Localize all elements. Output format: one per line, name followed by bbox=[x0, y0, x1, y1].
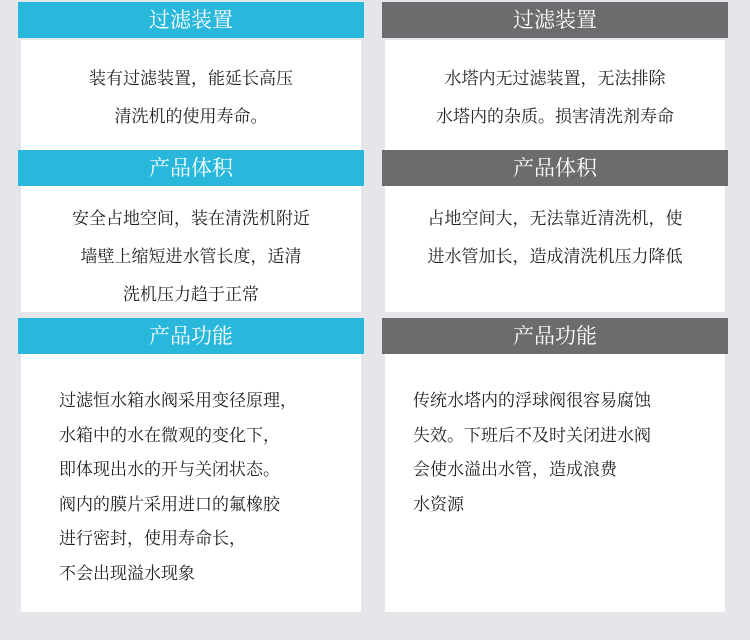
filter-header-right bbox=[382, 2, 728, 38]
section-title: 产品功能 bbox=[18, 318, 364, 354]
section-title: 产品体积 bbox=[18, 150, 364, 186]
volume-header-right bbox=[382, 150, 728, 186]
text-line: 不会出现溢水现象 bbox=[59, 563, 195, 584]
volume-body-left bbox=[21, 186, 361, 312]
text-line: 即体现出水的开与关闭状态。 bbox=[59, 460, 280, 480]
text-line: 水塔内的杂质。损害清洗剂寿命 bbox=[436, 107, 674, 127]
section-title: 产品功能 bbox=[382, 318, 728, 354]
text-line: 安全占地空间，装在清洗机附近 bbox=[72, 209, 310, 229]
text-line: 占地空间大，无法靠近清洗机，使 bbox=[427, 209, 683, 229]
function-body-left bbox=[21, 354, 361, 612]
section-title: 过滤装置 bbox=[382, 2, 728, 38]
text-line: 进水管加长，造成清洗机压力降低 bbox=[427, 247, 683, 267]
text-line: 传统水塔内的浮球阀很容易腐蚀 bbox=[413, 391, 651, 411]
text-line: 过滤恒水箱水阀采用变径原理， bbox=[59, 391, 297, 411]
section-title: 产品体积 bbox=[382, 150, 728, 186]
text-line: 水箱中的水在微观的变化下， bbox=[59, 425, 280, 446]
filter-body-left bbox=[21, 40, 361, 152]
text-line: 水资源 bbox=[413, 494, 464, 515]
filter-header-left bbox=[18, 2, 364, 38]
text-line: 装有过滤装置，能延长高压 bbox=[89, 69, 293, 89]
text-line: 阀内的膜片采用进口的氟橡胶 bbox=[59, 494, 280, 515]
text-line: 墙壁上缩短进水管长度，适清 bbox=[80, 247, 302, 267]
section-title: 过滤装置 bbox=[18, 2, 364, 38]
function-header-right bbox=[382, 318, 728, 354]
volume-body-right bbox=[385, 186, 725, 312]
function-body-right bbox=[385, 354, 725, 612]
volume-header-left bbox=[18, 150, 364, 186]
text-line: 水塔内无过滤装置，无法排除 bbox=[444, 69, 666, 89]
text-line: 会使水溢出水管，造成浪费 bbox=[413, 460, 617, 480]
function-header-left bbox=[18, 318, 364, 354]
text-line: 洗机压力趋于正常 bbox=[123, 285, 259, 305]
filter-body-right bbox=[385, 40, 725, 152]
text-line: 清洗机的使用寿命。 bbox=[114, 107, 268, 127]
text-line: 失效。下班后不及时关闭进水阀 bbox=[413, 425, 651, 446]
text-line: 进行密封，使用寿命长， bbox=[59, 529, 246, 549]
